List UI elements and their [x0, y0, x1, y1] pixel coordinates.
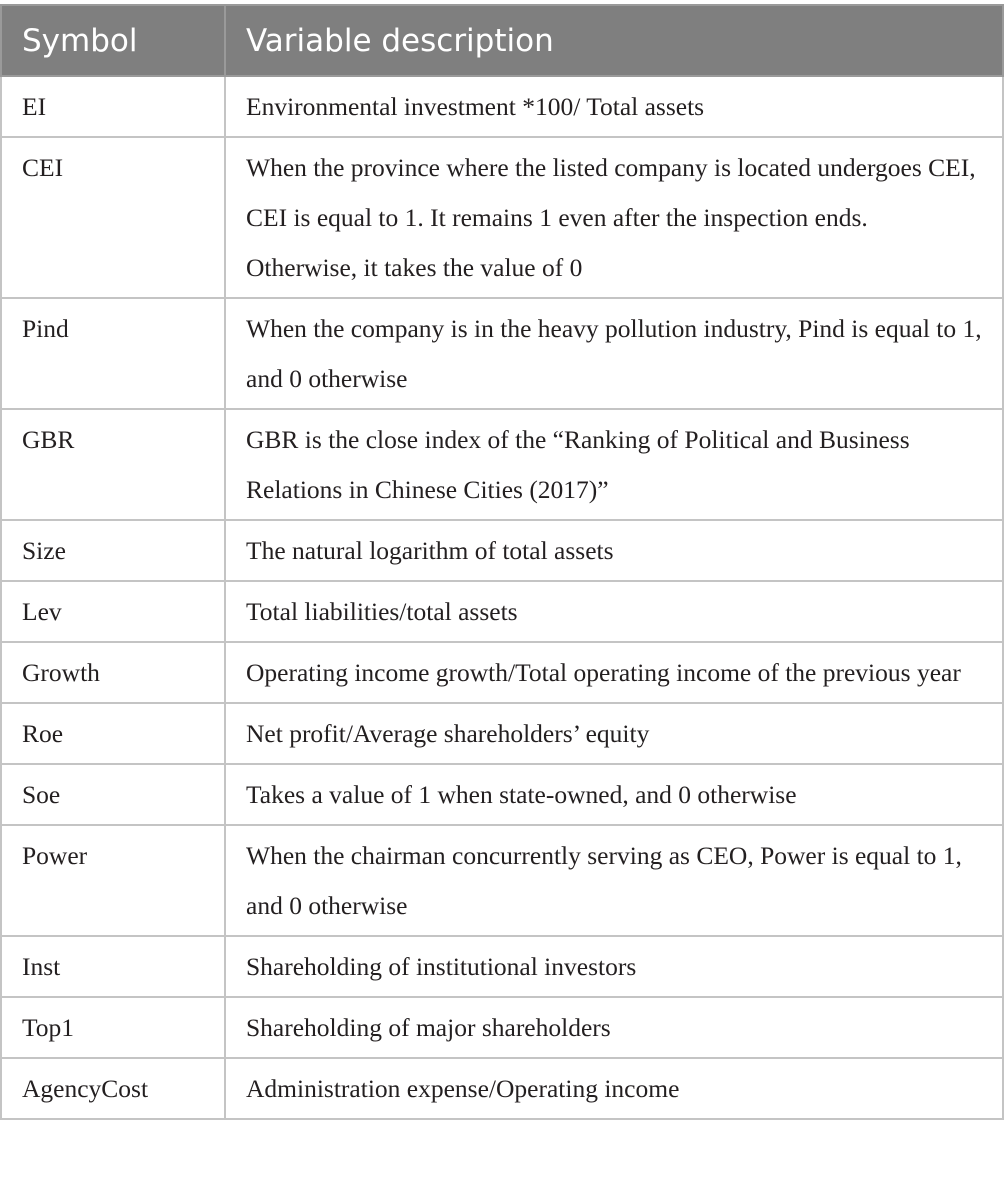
description-cell: Total liabilities/total assets [225, 581, 1003, 642]
table-row [1, 409, 1003, 520]
symbol-cell: CEI [1, 137, 225, 298]
description-cell: When the company is in the heavy pollution industry, Pind is equal to 1, and 0 otherwise [225, 298, 1003, 409]
table-row [1, 936, 1003, 997]
table-row [1, 76, 1003, 137]
symbol-cell: Inst [1, 936, 225, 997]
table-row [1, 997, 1003, 1058]
symbol-cell: AgencyCost [1, 1058, 225, 1119]
symbol-cell: Power [1, 825, 225, 936]
description-cell: Environmental investment *100/ Total assets [225, 76, 1003, 137]
description-cell: Operating income growth/Total operating income of the previous year [225, 642, 1003, 703]
header-variable-description: Variable description [225, 5, 1003, 76]
description-cell: The natural logarithm of total assets [225, 520, 1003, 581]
table-row [1, 642, 1003, 703]
symbol-cell: Roe [1, 703, 225, 764]
description-cell: Net profit/Average shareholders’ equity [225, 703, 1003, 764]
symbol-cell: Top1 [1, 997, 225, 1058]
table-row [1, 825, 1003, 936]
description-cell: GBR is the close index of the “Ranking of Political and Business Relations in Chinese Cities (2017)” [225, 409, 1003, 520]
symbol-cell: EI [1, 76, 225, 137]
table-row [1, 137, 1003, 298]
description-cell: Administration expense/Operating income [225, 1058, 1003, 1119]
symbol-cell: GBR [1, 409, 225, 520]
table-header-row [1, 5, 1003, 76]
table-row [1, 703, 1003, 764]
description-cell: Takes a value of 1 when state-owned, and 0 otherwise [225, 764, 1003, 825]
symbol-cell: Pind [1, 298, 225, 409]
symbol-cell: Lev [1, 581, 225, 642]
description-cell: Shareholding of institutional investors [225, 936, 1003, 997]
description-cell: When the chairman concurrently serving as CEO, Power is equal to 1, and 0 otherwise [225, 825, 1003, 936]
table-row [1, 520, 1003, 581]
description-cell: When the province where the listed company is located undergoes CEI, CEI is equal to 1. It remains 1 even after the inspection ends. Otherwise, it takes the value of 0 [225, 137, 1003, 298]
symbol-cell: Size [1, 520, 225, 581]
table-row [1, 581, 1003, 642]
header-symbol: Symbol [1, 5, 225, 76]
symbol-cell: Growth [1, 642, 225, 703]
table-row [1, 1058, 1003, 1119]
table-row [1, 298, 1003, 409]
description-cell: Shareholding of major shareholders [225, 997, 1003, 1058]
symbol-cell: Soe [1, 764, 225, 825]
table-row [1, 764, 1003, 825]
variable-definition-table [0, 4, 1004, 1120]
